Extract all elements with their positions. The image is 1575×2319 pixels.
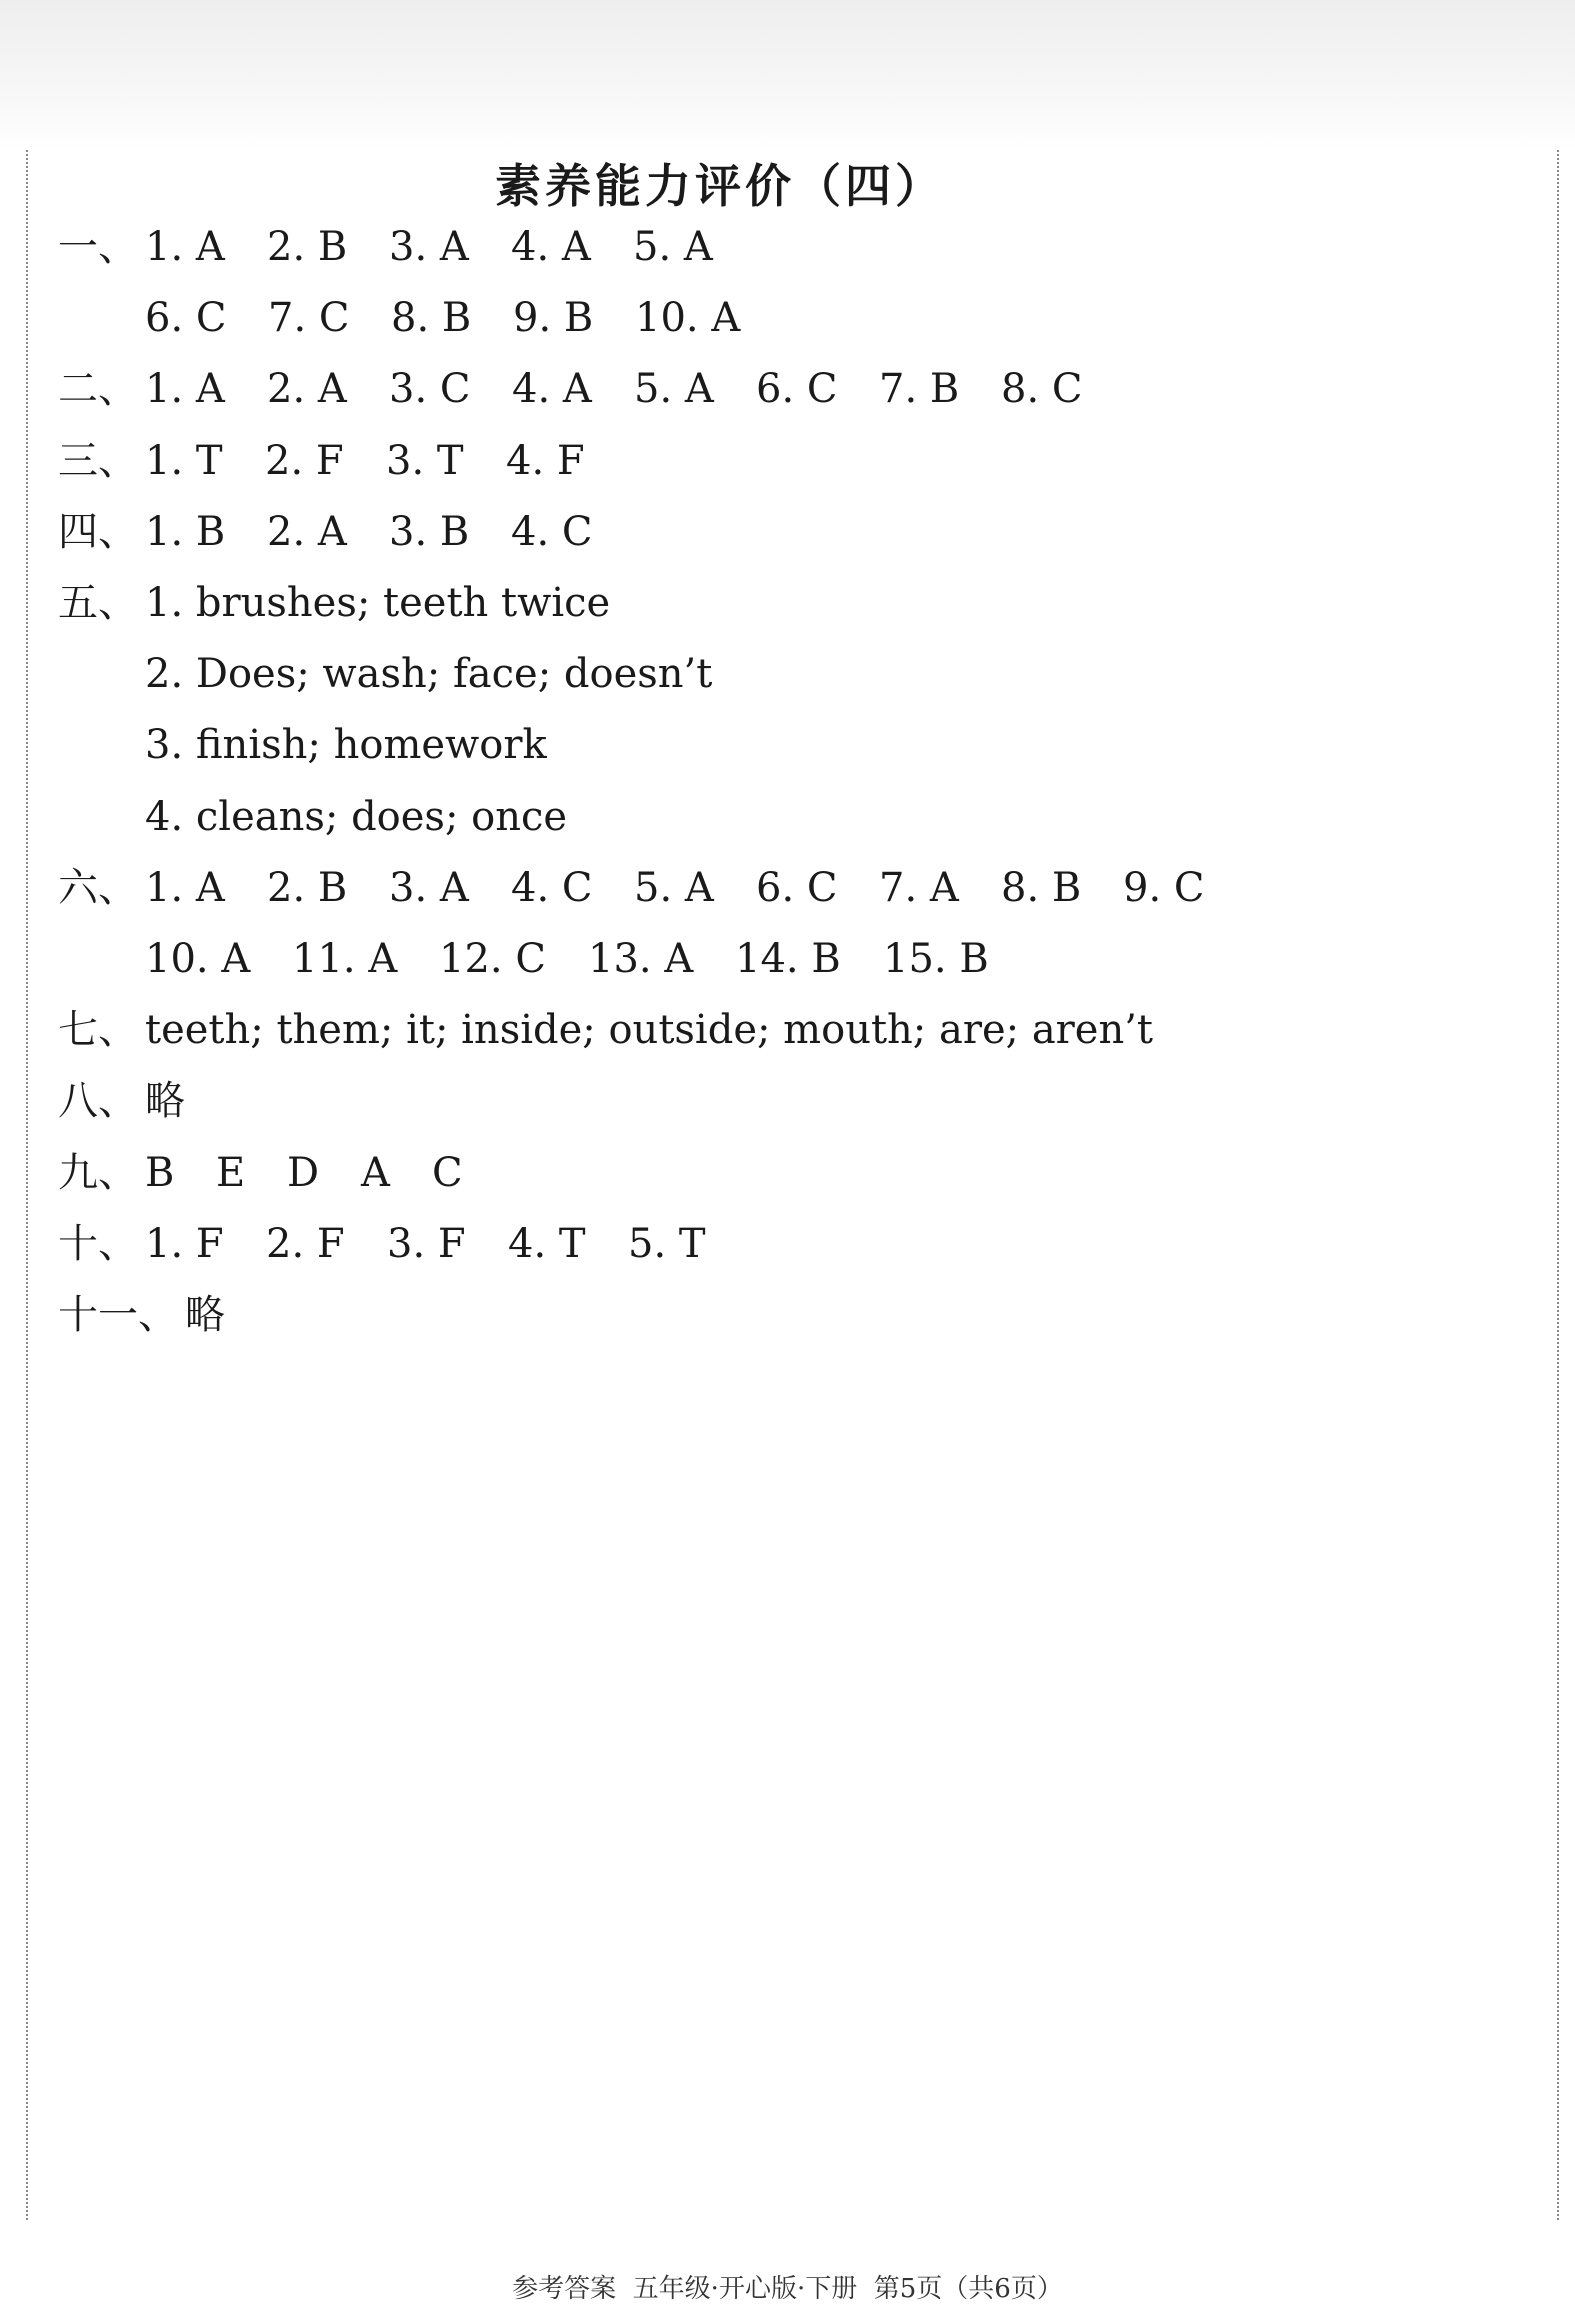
answer-item: 1. A [145,366,225,413]
answer-item: teeth; them; it; inside; outside; mouth; are; aren’t [145,1007,1154,1054]
answer-item: 12. C [439,936,546,982]
answer-item: 3. T [386,437,464,484]
answer-row [0,1285,1500,1345]
answer-item: 8. B [391,295,472,342]
section-number: 六、 [58,864,138,911]
answer-item: 5. A [634,864,714,911]
answer-item: 4. T [508,1220,586,1267]
answer-item: 1. B [145,508,226,555]
answer-item: 6. C [756,864,838,911]
answer-row [0,858,1500,918]
answer-item: 1. brushes; teeth twice [145,580,611,626]
section-number: 三、 [58,437,138,484]
answer-item: 1. T [145,437,223,484]
answer-row [0,715,1500,775]
section-number: 五、 [58,580,138,626]
answer-item: 4. F [506,437,585,484]
answer-item: 7. A [879,864,959,911]
answer-item: 3. A [389,864,469,911]
answer-row [0,1071,1500,1131]
answer-item: 5. A [634,366,714,413]
answer-item: D [287,1149,320,1196]
answer-item: 3. finish; homework [145,722,547,769]
answer-item: 9. C [1123,864,1205,911]
answer-item: 8. C [1001,366,1083,413]
answer-item: 4. A [511,224,591,270]
section-number: 八、 [58,1078,138,1125]
answer-item: 略 [185,1292,225,1338]
answer-item: 3. A [389,224,469,270]
answer-item: 15. B [883,936,989,982]
answer-item: 7. C [268,295,350,342]
answer-item: 11. A [292,936,398,982]
answer-item: 8. B [1001,864,1082,911]
answer-row [0,217,1500,277]
answer-item: 5. A [633,224,713,270]
answer-item: 2. B [267,864,348,911]
section-number: 七、 [58,1007,138,1054]
answer-row [0,359,1500,419]
answer-item: C [432,1149,463,1196]
section-number: 十、 [58,1220,138,1267]
answer-row [0,1143,1500,1203]
answer-item: 2. B [267,224,348,270]
answer-item: 5. T [628,1220,706,1267]
answer-row [0,644,1500,704]
answer-row [0,1214,1500,1274]
scan-shadow-band [0,0,1575,150]
answer-item: 7. B [879,366,960,413]
section-number: 四、 [58,508,138,555]
answer-item: 3. F [387,1220,466,1267]
answer-item: 2. A [267,366,347,413]
answer-item: 3. B [389,508,470,555]
answer-item: 10. A [145,936,251,982]
answer-item: 2. Does; wash; face; doesn’t [145,651,713,698]
answer-item: 1. F [145,1220,224,1267]
right-dotted-margin [1557,150,1559,2220]
page-title: 素养能力评价（四） [495,159,945,213]
answer-item: 6. C [145,295,227,342]
answer-row [0,787,1500,847]
answer-item: 2. F [266,1220,345,1267]
section-number: 十一、 [58,1292,178,1338]
page-footer: 参考答案 五年级·开心版·下册 第5页（共6页） [512,2274,1063,2304]
answer-row [0,573,1500,633]
answer-row [0,929,1500,989]
answer-item: 1. A [145,224,225,270]
answer-item: 4. C [511,864,593,911]
answer-item: 13. A [588,936,694,982]
answer-item: 2. F [265,437,344,484]
answer-item: B [145,1149,175,1196]
answer-item: 6. C [756,366,838,413]
answer-item: 4. A [512,366,592,413]
answer-item: 略 [145,1078,185,1125]
answer-row [0,431,1500,491]
answer-item: E [216,1149,246,1196]
answer-item: 2. A [267,508,347,555]
section-number: 一、 [58,224,138,270]
answer-item: 4. cleans; does; once [145,793,568,840]
answer-item: 1. A [145,864,225,911]
answer-row [0,502,1500,562]
answer-item: 3. C [389,366,471,413]
answer-item: 10. A [635,295,741,342]
answer-item: A [361,1149,390,1196]
answer-item: 4. C [511,508,593,555]
answer-item: 14. B [735,936,841,982]
section-number: 二、 [58,366,138,413]
answer-item: 9. B [513,295,594,342]
answer-row [0,288,1500,348]
answer-row [0,1000,1500,1060]
section-number: 九、 [58,1149,138,1196]
